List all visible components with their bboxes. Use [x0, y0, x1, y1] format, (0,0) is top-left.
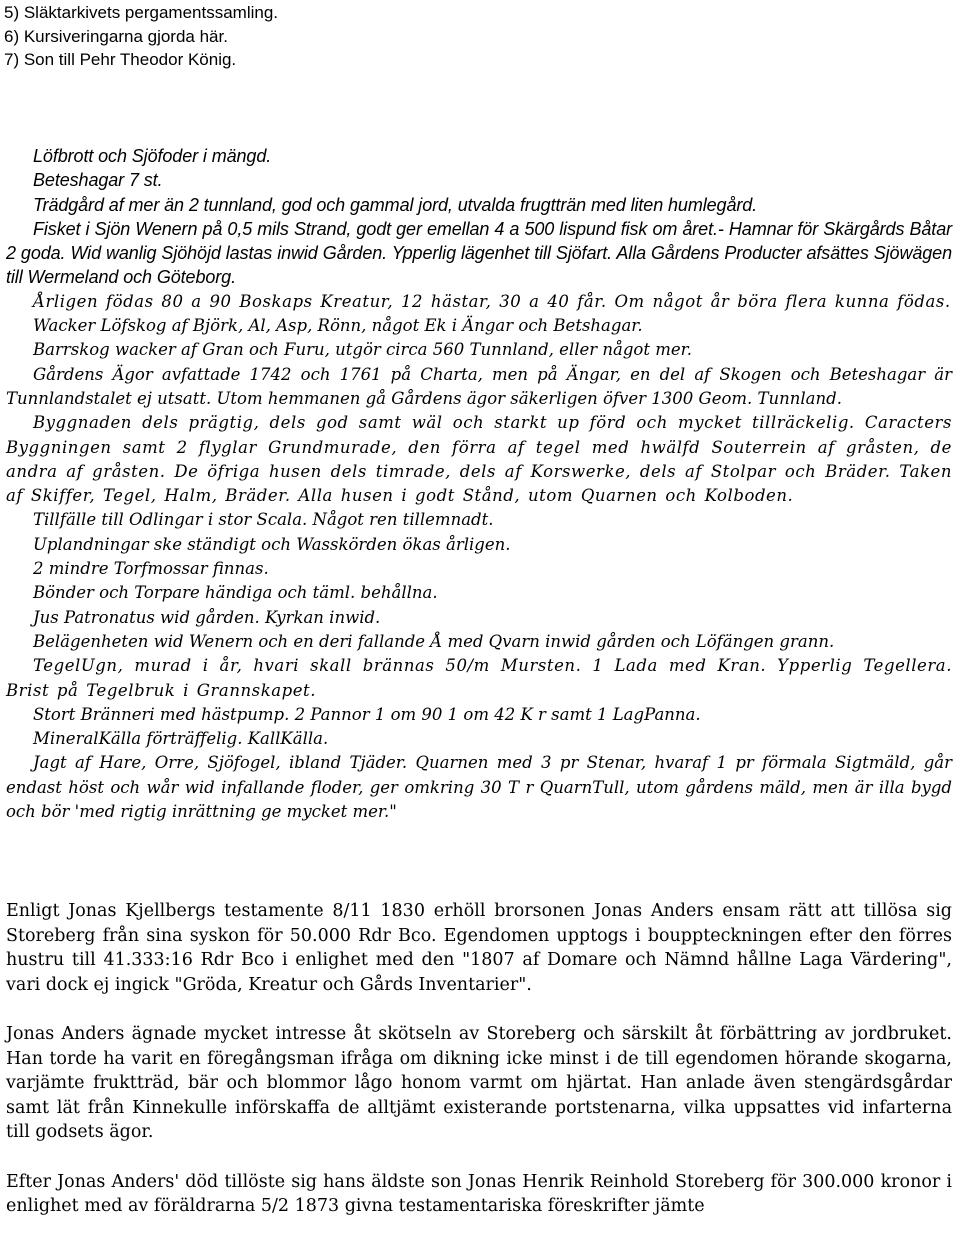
quote-line: Årligen födas 80 a 90 Boskaps Kreatur, 12 hästar, 30 a 40 får. Om något år böra flera kunna födas.	[33, 291, 951, 311]
quoted-description	[6, 144, 952, 824]
quote-line: Bönder och Torpare händiga och täml. behållna.	[33, 583, 438, 603]
footnote: 7) Son till Pehr Theodor König.	[4, 50, 237, 69]
footnotes	[4, 1, 278, 72]
quote-line: Gårdens Ägor avfattade 1742 och 1761 på Charta, men på Ängar, en del af Skogen och Beteshagar är Tunnlandstalet ej utsatt. Utom hemmanen gå Gårdens ägor säkerligen öfver 1300 Geom. Tunnland.	[6, 364, 952, 408]
quote-line: 2 mindre Torfmossar finnas.	[33, 559, 269, 579]
body-text	[6, 899, 952, 1243]
quote-line: Byggnaden dels prägtig, dels god samt wäl och starkt up förd och mycket tillräckelig. Caracters Byggningen samt 2 flyglar Grundmurade, den förra af tegel med hwälfd Souterrein af gråsten, de andra af gråsten. De öfriga husen dels timrade, dels af Korswerke, dels af Stolpar och Bräder. Taken af Skiffer, Tegel, Halm, Bräder. Alla husen i godt Stånd, utom Quarnen och Kolboden.	[6, 413, 952, 506]
quote-line: Tillfälle till Odlingar i stor Scala. Något ren tillemnadt.	[33, 510, 494, 530]
quote-line: Uplandningar ske ständigt och Wasskörden ökas årligen.	[33, 534, 511, 554]
paragraph: Efter Jonas Anders' död tillöste sig hans äldste son Jonas Henrik Reinhold Storeberg för 300.000 kronor i enlighet med av föräldrarna 5/2 1873 givna testamentariska föreskrifter jämte	[6, 1171, 952, 1217]
quote-line: Wacker Löfskog af Björk, Al, Asp, Rönn, något Ek i Ängar och Betshagar.	[33, 316, 643, 336]
quote-line: Barrskog wacker af Gran och Furu, utgör circa 560 Tunnland, eller något mer.	[33, 340, 692, 360]
quote-line: TegelUgn, murad i år, hvari skall brännas 50/m Mursten. 1 Lada med Kran. Ypperlig Tegellera. Brist på Tegelbruk i Grannskapet.	[6, 656, 952, 700]
quote-line: Jagt af Hare, Orre, Sjöfogel, ibland Tjäder. Quarnen med 3 pr Stenar, hvaraf 1 pr förmala Sigtmäld, går endast höst och wår wid infallande floder, ger omkring 30 T r QuarnTull, utom gårdens mäld, men är illa bygd och bör 'med rigtig inrättning ge mycket mer."	[6, 753, 952, 822]
paragraph: Jonas Anders ägnade mycket intresse åt skötseln av Storeberg och särskilt åt förbättring av jordbruket. Han torde ha varit en föregångsman ifråga om dikning icke minst i de till egendomen hörande skogarna, varjämte fruktträd, bär och blommor lågo honom varmt om hjärtat. Han anlade även stengärdsgårdar samt lät från Kinnekulle införskaffa de alltjämt existerande portstenarna, vilka uppsattes vid infarterna till godsets ägor.	[6, 1023, 952, 1143]
quote-line: Jus Patronatus wid gården. Kyrkan inwid.	[33, 607, 381, 627]
quote-line: Belägenheten wid Wenern och en deri fallande Å med Qvarn inwid gården och Löfängen grann.	[33, 631, 835, 651]
footnote: 6) Kursiveringarna gjorda här.	[4, 26, 228, 46]
quote-line: Beteshagar 7 st.	[33, 170, 163, 191]
quote-line: Fisket i Sjön Wenern på 0,5 mils Strand, godt ger emellan 4 a 500 lispund fisk om året.- Hamnar för Skärgårds Båtar 2 goda. Wid wanlig Sjöhöjd lastas inwid Gården. Ypperlig lägenhet till Sjöfart. Alla Gårdens Producter afsättes Sjöwägen till Wermeland och Göteborg.	[6, 218, 952, 288]
quote-line: Trädgård af mer än 2 tunnland, god och gammal jord, utvalda frugtträn med liten humlegård.	[33, 194, 758, 215]
paragraph: Enligt Jonas Kjellbergs testamente 8/11 1830 erhöll brorsonen Jonas Anders ensam rätt att tillösa sig Storeberg från sina syskon för 50.000 Rdr Bco. Egendomen upptogs i bouppteckningen efter den förres hustru till 41.333:16 Rdr Bco i enlighet med den "1807 af Domare och Nämnd hållne Laga Värdering", vari dock ej ingick "Gröda, Kreatur och Gårds Inventarier".	[6, 901, 952, 995]
quote-line: Löfbrott och Sjöfoder i mängd.	[33, 146, 272, 166]
footnote: 5) Släktarkivets pergamentssamling.	[4, 3, 279, 22]
quote-line: MineralKälla förträffelig. KallKälla.	[33, 729, 329, 749]
quote-line: Stort Bränneri med hästpump. 2 Pannor 1 om 90 1 om 42 K r samt 1 LagPanna.	[33, 704, 701, 724]
